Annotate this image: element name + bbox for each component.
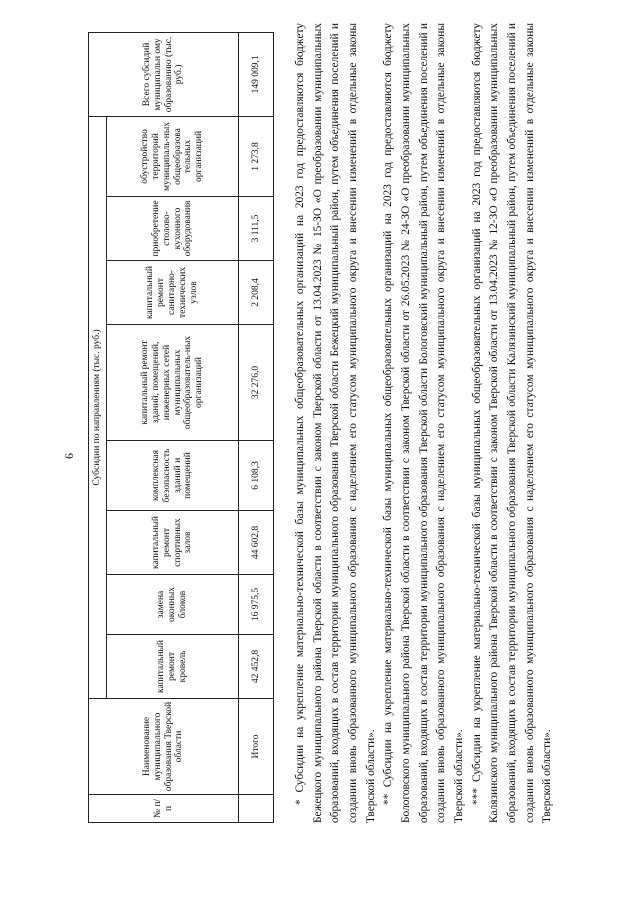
header-total: Всего субсидий муниципальн ому образованию (тыс. руб.) [89, 32, 239, 116]
table-cell: 16 975,5 [239, 575, 274, 635]
table-cell-empty [239, 795, 274, 823]
total-label: Итого [239, 699, 274, 795]
header-col: замена оконных блоков [107, 575, 239, 635]
footnotes [292, 23, 557, 823]
table-cell: 42 452,8 [239, 635, 274, 699]
header-col: приобретение столово-кухонного оборудования [107, 197, 239, 261]
header-num: № п/п [89, 795, 239, 823]
subsidy-table [88, 32, 274, 823]
header-col: комплексная безопасность зданий и помещений [107, 441, 239, 511]
header-col: капитальный ремонт зданий, помещений, инженерных сетей муниципальных общеобразователь-ных организаций [107, 325, 239, 441]
table-cell: 32 276,0 [239, 325, 274, 441]
table-cell: 2 208,4 [239, 261, 274, 325]
table-row-total [239, 32, 274, 822]
table-cell: 44 602,8 [239, 511, 274, 575]
table-cell-total: 149 009,1 [239, 32, 274, 116]
header-col: капитальный ремонт кровель [107, 635, 239, 699]
header-col: капитальный ремонт спортивных залов [107, 511, 239, 575]
header-group: Субсидии по направлениям (тыс. руб.) [89, 116, 107, 698]
table-cell: 6 108,3 [239, 441, 274, 511]
footnote: ** Субсидии на укрепление материально-технической базы муниципальных общеобразовательных организаций на 2023 год предоставляются бюджету Бологовского муниципального района Тверской области в соответствии с законом Тверской области от 26.05.2023 № 24-ЗО «О преобразовании муниципальных образований, входящих в состав территории муниципального образования Тверской области Бологовский муниципальный район, путем объединения поселений и создании вновь образованного муниципального образования с наделением его статусом муниципального округа и внесении изменений в отдельные законы Тверской области». [382, 23, 466, 823]
table-cell: 3 111,5 [239, 197, 274, 261]
header-municipality: Наименование муниципального образования Тверской области [89, 699, 239, 795]
page-number: 6 [62, 453, 76, 459]
footnote: * Субсидии на укрепление материально-технической базы муниципальных общеобразовательных организаций на 2023 год предоставляются бюджету Бежецкого муниципального района Тверской области в соответствии с законом Тверской области от 13.04.2023 № 15-ЗО «О преобразовании муниципальных образований, входящих в состав территории муниципального образования Тверской области Бежецкий муниципальный район, путем объединения поселений и создании вновь образованного муниципального образования с наделением его статусом муниципального округа и внесении изменений в отдельные законы Тверской области». [294, 23, 377, 823]
table-cell: 1 273,8 [239, 116, 274, 196]
header-col: капитальный ремонт санитарно-технических узлов [107, 261, 239, 325]
footnote: *** Субсидии на укрепление материально-технической базы муниципальных общеобразовательных организаций на 2023 год предоставляются бюджету Калязинского муниципального района Тверской области в соответствии с законом Тверской области от 13.04.2023 № 12-ЗО «О преобразовании муниципальных образований, входящих в состав территории муниципального образования Тверской области Калязинский муниципальный район, путем объединения поселений и создании вновь образованного муниципального образования с наделением его статусом муниципального округа и внесении изменений в отдельные законы Тверской области». [470, 23, 554, 823]
header-col: обустройство территорий муниципаль-ных общеобразова тельных организаций [107, 116, 239, 196]
